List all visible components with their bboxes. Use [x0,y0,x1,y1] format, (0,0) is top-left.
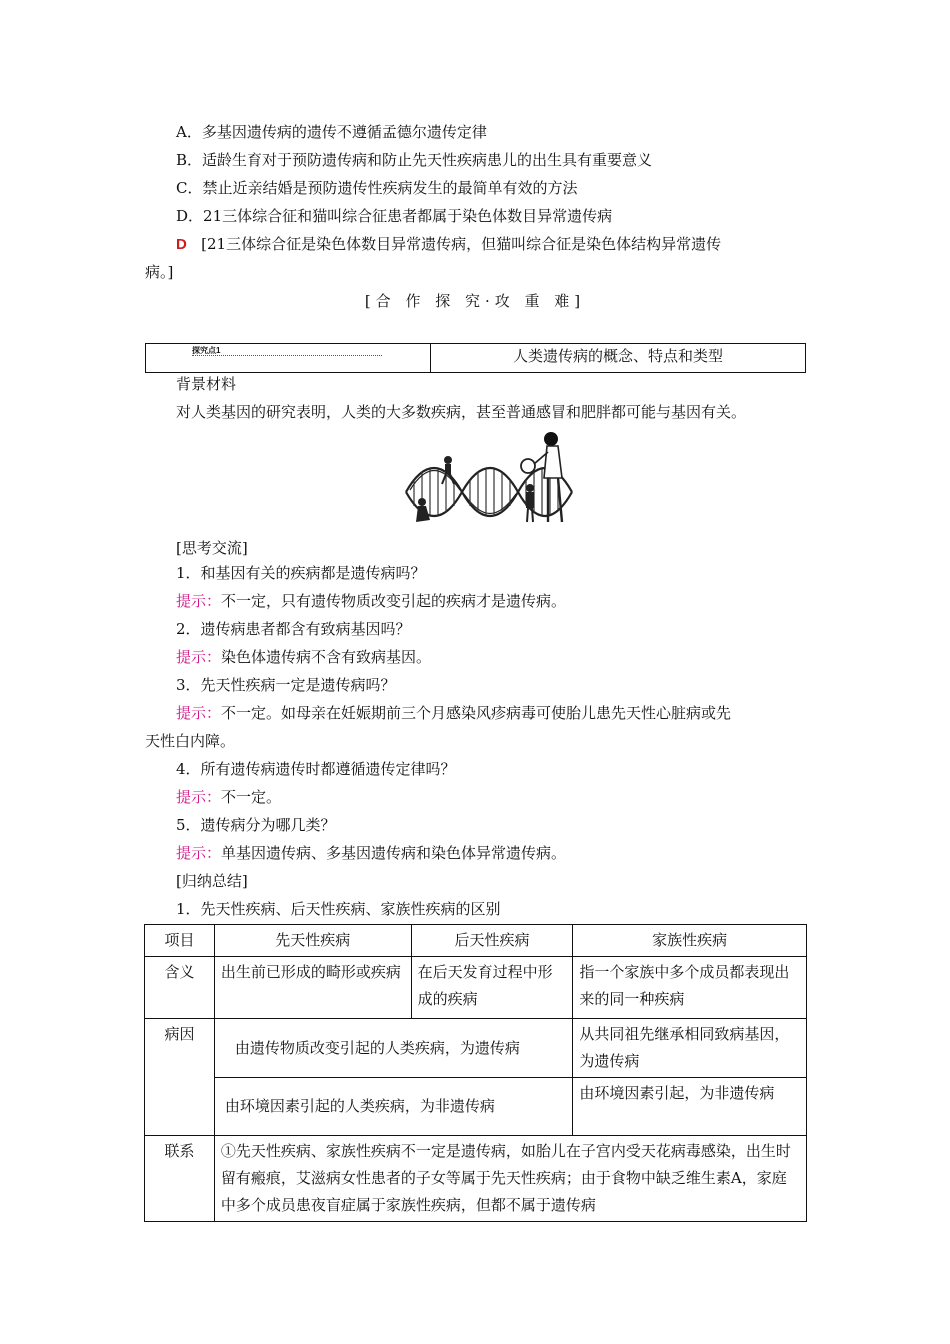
row-label: 含义 [145,957,215,1019]
option-c: C．禁止近亲结婚是预防遗传性疾病发生的最简单有效的方法 [176,179,578,197]
row-label: 联系 [145,1136,215,1222]
discussion-a2 [176,647,431,667]
table-row [145,957,807,1019]
discussion-heading: [思考交流] [176,539,248,557]
hint-label: 提示： [176,844,222,862]
row-label: 病因 [145,1019,215,1136]
hint-label: 提示： [176,704,222,722]
table-cell: 由环境因素引起，为非遗传病 [573,1078,807,1136]
table-cell: 由环境因素引起的人类疾病，为非遗传病 [214,1078,572,1136]
summary-item-1: 1．先天性疾病、后天性疾病、家族性疾病的区别 [176,900,501,918]
discussion-q5: 5．遗传病分为哪几类？ [176,816,336,834]
table-row [145,1019,807,1078]
table-cell: 指一个家族中多个成员都表现出来的同一种疾病 [573,957,807,1019]
background-heading: 背景材料 [176,375,237,393]
answer-explanation [176,234,721,255]
discussion-q4: 4．所有遗传病遗传时都遵循遗传定律吗？ [176,760,456,778]
hint-text: 染色体遗传病不含有致病基因。 [221,648,432,666]
discussion-a5 [176,843,566,863]
table-cell: ①先天性疾病、家族性疾病不一定是遗传病，如胎儿在子宫内受天花病毒感染，出生时留有瘢痕，艾滋病女性患者的子女等属于先天性疾病；由于食物中缺乏维生素A，家庭中多个成员患夜盲症属于家族性疾病，但都不属于遗传病 [214,1136,806,1222]
hint-label: 提示： [176,788,222,806]
table-row [145,1136,807,1222]
discussion-q3: 3．先天性疾病一定是遗传病吗？ [176,676,396,694]
discussion-a3-cont: 天性白内障。 [145,732,236,750]
discussion-a1 [176,591,566,611]
hint-text: 不一定，只有遗传物质改变引起的疾病才是遗传病。 [221,592,567,610]
table-cell: 从共同祖先继承相同致病基因，为遗传病 [573,1019,807,1078]
explanation-line-2: 病。] [145,263,174,281]
hint-text: 单基因遗传病、多基因遗传病和染色体异常遗传病。 [221,844,567,862]
header-cell: 后天性疾病 [411,925,573,957]
option-a: A．多基因遗传病的遗传不遵循孟德尔遗传定律 [176,123,487,141]
hint-label: 提示： [176,648,222,666]
discussion-a4 [176,787,281,807]
background-text: 对人类基因的研究表明，人类的大多数疾病，甚至普通感冒和肥胖都可能与基因有关。 [176,403,747,421]
header-cell: 先天性疾病 [214,925,411,957]
probe-title: 人类遗传病的概念、特点和类型 [512,347,723,365]
section-title: [合 作 探 究·攻 重 难] [364,292,586,310]
header-cell: 项目 [145,925,215,957]
discussion-q1: 1．和基因有关的疾病都是遗传病吗？ [176,564,426,582]
hint-text: 不一定。 [221,788,282,806]
table-cell: 由遗传物质改变引起的人类疾病，为遗传病 [214,1019,572,1078]
table-header-row [145,925,807,957]
discussion-a3 [176,703,731,723]
probe-header [145,343,806,373]
table-cell: 出生前已形成的畸形或疾病 [214,957,411,1019]
option-b: B．适龄生育对于预防遗传病和防止先天性疾病患儿的出生具有重要意义 [176,151,653,169]
table-cell: 在后天发育过程中形成的疾病 [411,957,573,1019]
option-d: D．21三体综合征和猫叫综合征患者都属于染色体数目异常遗传病 [176,207,613,225]
summary-heading: [归纳总结] [176,872,248,890]
disease-comparison-table [144,924,807,1222]
dna-helix-illustration [402,430,584,530]
hint-label: 提示： [176,592,222,610]
probe-tag: 探究点1 [192,346,221,355]
answer-letter: D [176,236,187,253]
hint-text: 不一定。如母亲在妊娠期前三个月感染风疹病毒可使胎儿患先天性心脏病或先 [221,704,732,722]
probe-tag-underline [192,355,382,356]
discussion-q2: 2．遗传病患者都含有致病基因吗？ [176,620,411,638]
explanation-line-1: [21三体综合征是染色体数目异常遗传病，但猫叫综合征是染色体结构异常遗传 [201,235,722,253]
table-row [145,1078,807,1136]
header-cell: 家族性疾病 [573,925,807,957]
